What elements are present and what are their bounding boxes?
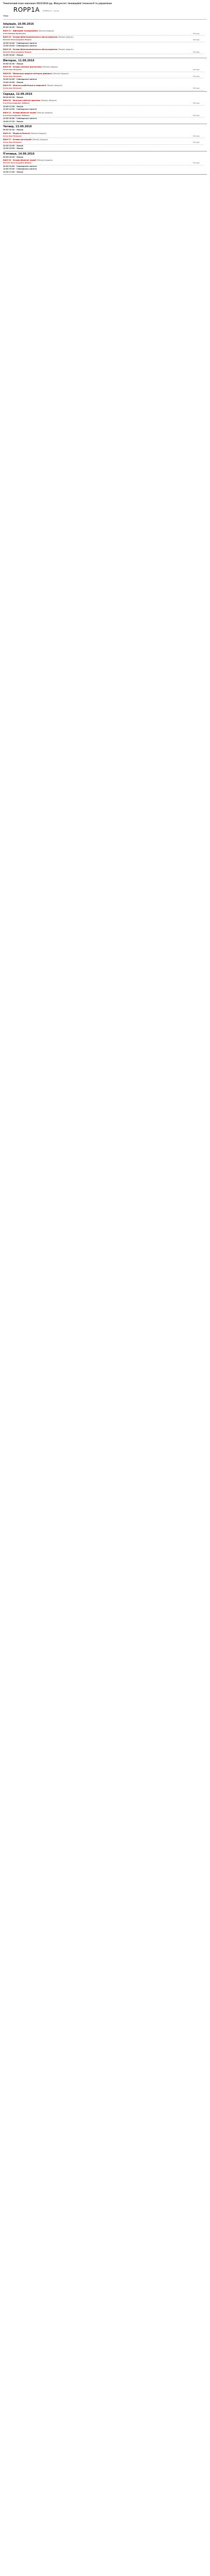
group-code-row bbox=[3, 5, 207, 13]
session-time: 08:00-09:30 - Лекція bbox=[3, 96, 23, 98]
day-divider bbox=[3, 174, 207, 175]
lecturer-name[interactable]: Алла Іванівна Кравченко bbox=[3, 32, 26, 35]
lecturer-name[interactable]: Ігор Олександрович Лобинка bbox=[3, 114, 30, 116]
day-date: Ініціація, 10.09.2016 bbox=[3, 23, 34, 26]
course-link[interactable]: RAIH-12 - Основи фізичної терапії bbox=[3, 111, 37, 114]
day-list bbox=[0, 22, 210, 175]
lecturer-name[interactable]: Ігор Олександрович Лобинка bbox=[3, 102, 30, 104]
room-label: 101 ауд. bbox=[192, 69, 200, 71]
session-block bbox=[3, 81, 204, 91]
session-time: 13:00-15:00 - Лекція bbox=[3, 81, 23, 83]
lecture-meta bbox=[3, 135, 204, 138]
session-time: 16:00-17:30 - Лекція bbox=[3, 120, 23, 123]
lecture-meta bbox=[3, 51, 204, 54]
lecture-meta bbox=[3, 69, 204, 72]
lecture-entry[interactable] bbox=[3, 36, 204, 42]
lecturer-name[interactable]: Наталія Олександрівна Ліщина bbox=[3, 39, 31, 41]
header-divider bbox=[3, 19, 207, 20]
room-label: 101 ауд. bbox=[192, 114, 200, 116]
group-code: ROPP1A bbox=[13, 6, 40, 13]
session-block bbox=[3, 26, 204, 42]
course-link[interactable]: RAIH-16 - Основи фізичної терапії bbox=[3, 159, 37, 161]
lecture-meta bbox=[3, 162, 204, 165]
lecturer-name[interactable]: Антон Іван Петренко bbox=[3, 141, 22, 143]
course-link[interactable]: RAIH-04 - Загальна клінічна практика bbox=[3, 99, 41, 101]
session-block bbox=[3, 129, 204, 145]
room-label: 101 ауд. bbox=[192, 32, 200, 35]
room-label: 101 ауд. bbox=[192, 162, 200, 164]
course-type: (Лекція) (модуль) bbox=[42, 66, 58, 68]
session-time: 09:00-10:30 - Лекція bbox=[3, 62, 23, 65]
lecture-entry[interactable] bbox=[3, 84, 204, 91]
session-time: 15:30-17:00 - Лекція bbox=[3, 171, 23, 173]
session-block bbox=[3, 45, 204, 54]
course-link[interactable]: RAIH-96 - Основи клінічної діагностики bbox=[3, 66, 42, 68]
session-time: 09:00-10:30 - Лекція bbox=[3, 156, 23, 158]
room-label: 101 ауд. bbox=[192, 50, 200, 53]
day-block bbox=[0, 125, 210, 151]
course-type: (Лекція) (модуль) bbox=[41, 99, 57, 101]
session-time: 10:30-12:00 - Семінарське заняття bbox=[3, 78, 37, 80]
column-label: Тема bbox=[3, 15, 8, 17]
course-link[interactable]: RAIH-18 - Основи фізіотерапевтичного обслуговування bbox=[3, 36, 58, 38]
day-block bbox=[0, 22, 210, 58]
lecturer-name[interactable]: Наталія Олександрівна Ліщина bbox=[3, 162, 31, 164]
lecture-entry[interactable] bbox=[3, 29, 204, 36]
session-time: 13:00-15:00 - Семінарське заняття bbox=[3, 45, 37, 47]
room-label: 101 ауд. bbox=[192, 141, 200, 143]
day-divider bbox=[3, 91, 207, 92]
session-time: 09:00-10:30 - Лекція bbox=[3, 26, 23, 28]
day-date: Четвер, 13.09.2016 bbox=[3, 125, 32, 128]
course-type: (Лекція) (модуль) bbox=[58, 48, 74, 50]
page-header bbox=[0, 0, 210, 22]
lecture-meta bbox=[3, 102, 204, 105]
room-label: 101 ауд. bbox=[192, 102, 200, 104]
lecture-meta bbox=[3, 39, 204, 42]
room-label: 101 ауд. bbox=[192, 39, 200, 41]
page-title: Тематичний план навчання 2015/2016 рр. Факультет: Інноваційні технології та управління bbox=[3, 2, 112, 5]
course-link[interactable]: RAIH-89 - Мінімальна медико-санітарна допомога bbox=[3, 72, 52, 75]
course-type: (Лекція) (модуль) bbox=[58, 36, 74, 38]
day-block bbox=[0, 59, 210, 92]
day-date: П'ятниця, 14.09.2016 bbox=[3, 152, 34, 156]
course-type: (Лекція) (модуль) bbox=[38, 29, 55, 32]
lecturer-name[interactable]: Антон Іван Петренко bbox=[3, 134, 22, 137]
session-block bbox=[3, 54, 204, 57]
lecturer-name[interactable]: Антон Іван Петренко bbox=[3, 69, 22, 71]
course-link[interactable]: RAIH-11 - Інфекційні захворювання bbox=[3, 29, 38, 32]
course-type: (Лекція) (модуль) bbox=[52, 72, 69, 75]
lecture-entry[interactable] bbox=[3, 72, 204, 79]
lecture-meta bbox=[3, 87, 204, 90]
session-block bbox=[3, 121, 204, 124]
lecturer-name[interactable]: Антон Іван Петренко bbox=[3, 87, 22, 89]
session-time: 13:00-15:00 - Семінарське заняття bbox=[3, 168, 37, 170]
day-date: Середа, 12.09.2016 bbox=[3, 92, 32, 96]
lecture-entry[interactable] bbox=[3, 138, 204, 145]
course-type: (Лекція) (модуль) bbox=[37, 111, 53, 114]
day-date: Вівторок, 11.09.2016 bbox=[3, 59, 34, 62]
lecture-entry[interactable] bbox=[3, 159, 204, 165]
session-block bbox=[3, 96, 204, 106]
session-time: 10:00-11:30 - Лекція bbox=[3, 105, 23, 108]
room-label: 101 ауд. bbox=[192, 75, 200, 77]
day-block bbox=[0, 92, 210, 125]
session-time: 14:30-16:00 - Семінарське заняття bbox=[3, 117, 37, 120]
course-type: (Лекція) (модуль) bbox=[46, 84, 62, 87]
day-block bbox=[0, 152, 210, 175]
room-label: 101 ауд. bbox=[192, 134, 200, 137]
lecture-entry[interactable] bbox=[3, 132, 204, 139]
room-label: 101 ауд. bbox=[192, 87, 200, 89]
course-type: (Лекція) (модуль) bbox=[32, 139, 48, 141]
session-block bbox=[3, 171, 204, 174]
lecture-entry[interactable] bbox=[3, 111, 204, 118]
course-link[interactable]: RAIH-01 - Медична біологія bbox=[3, 132, 30, 134]
course-type: (Лекція) (модуль) bbox=[37, 159, 53, 161]
lecturer-name[interactable]: Наталія Олександрівна Ліщина bbox=[3, 50, 31, 53]
session-block bbox=[3, 63, 204, 79]
lecture-entry[interactable] bbox=[3, 99, 204, 106]
course-type: (Лекція) (модуль) bbox=[30, 132, 47, 134]
session-time: 10:30-12:00 - Семінарське заняття bbox=[3, 165, 37, 167]
session-block bbox=[3, 156, 204, 165]
session-time: 10:30-12:00 - Лекція bbox=[3, 144, 23, 147]
session-time: 13:00-15:00 - Лекція bbox=[3, 147, 23, 149]
course-link[interactable]: RAIH-17 - Основи ерготерапії bbox=[3, 139, 32, 141]
lecturer-name[interactable]: Антон Іван Петренко bbox=[3, 75, 22, 77]
course-link[interactable]: RAIH-99 - Фізична реабілітація в неврології bbox=[3, 84, 46, 87]
course-link[interactable]: RAIH-18 - Основи фізіотерапевтичного обслуговування bbox=[3, 48, 58, 50]
group-code-note: (ROPP1A1:1 - лекції) bbox=[43, 10, 59, 12]
lecture-meta bbox=[3, 141, 204, 144]
session-time: 12:00-14:00 - Семінарське заняття bbox=[3, 108, 37, 110]
session-time: 13:30-15:00 - Лекція bbox=[3, 54, 23, 56]
lecture-entry[interactable] bbox=[3, 48, 204, 55]
session-time: 10:30-12:00 - Семінарське заняття bbox=[3, 42, 37, 44]
session-time: 09:00-10:30 - Лекція bbox=[3, 129, 23, 131]
